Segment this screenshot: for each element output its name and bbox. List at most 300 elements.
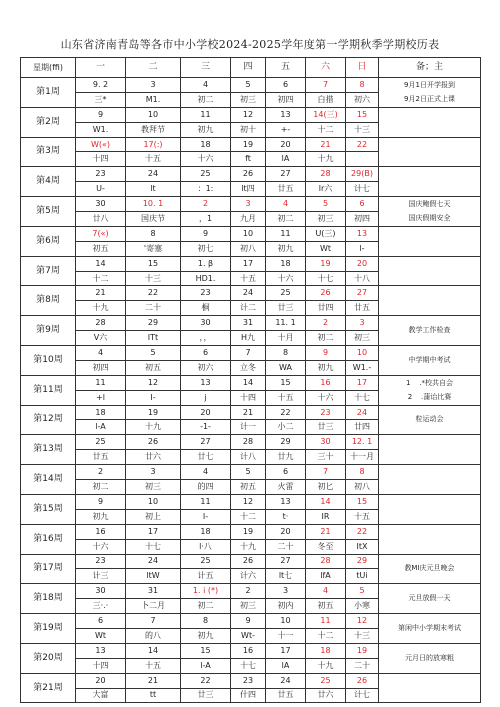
lunar-cell-mon: 大富: [76, 689, 126, 704]
lunar-cell-thu: 初八: [231, 242, 266, 257]
date-cell-tue: 3: [126, 465, 181, 480]
lunar-cell-wed: 十六: [181, 152, 231, 167]
lunar-cell-wed: 初九: [181, 629, 231, 644]
date-cell-fri: 22: [266, 406, 306, 421]
lunar-cell-mon: 十六: [76, 540, 126, 555]
lunar-cell-mon: l-A: [76, 420, 126, 435]
remarks-cell: [379, 406, 481, 436]
lunar-cell-tue: 教拜节: [126, 123, 181, 138]
date-cell-sun: 8: [346, 465, 379, 480]
remark-line: 元旦放假一天: [408, 594, 451, 603]
date-cell-tue: 26: [126, 435, 181, 450]
remark-line: 教MI庆元旦晚会: [404, 564, 455, 573]
date-cell-sat: 28: [306, 555, 346, 570]
lunar-cell-tue: 十九: [126, 420, 181, 435]
lunar-cell-sat: 十七: [306, 272, 346, 287]
date-cell-sat: 16: [306, 376, 346, 391]
lunar-cell-wed: 初七: [181, 242, 231, 257]
date-cell-wed: 11: [181, 108, 231, 123]
lunar-cell-sat: 十二: [306, 123, 346, 138]
lunar-cell-wed: 的四: [181, 480, 231, 495]
page-title: 山东省济南青岛等各市中小学校2024-2025学年度第一学期秋季学期校历表: [60, 38, 440, 51]
date-cell-sat: 18: [306, 644, 346, 659]
date-cell-tue: 8: [126, 227, 181, 242]
lunar-cell-mon: W1.: [76, 123, 126, 138]
date-cell-wed: 22: [181, 674, 231, 689]
remarks-cell: [379, 376, 481, 406]
date-cell-sun: 17: [346, 376, 379, 391]
date-cell-thu: 31: [231, 316, 266, 331]
remark-line: 粒运动会: [415, 415, 444, 424]
date-cell-mon: 9: [76, 108, 126, 123]
lunar-cell-fri: 火雷: [266, 480, 306, 495]
lunar-cell-sun: 十五: [346, 510, 379, 525]
lunar-cell-fri: +-: [266, 123, 306, 138]
date-cell-sun: 22: [346, 138, 379, 153]
date-cell-mon: 18: [76, 406, 126, 421]
date-cell-mon: 9. 2: [76, 78, 126, 93]
lunar-cell-sat: 初匕: [306, 480, 346, 495]
lunar-cell-thu: 计八: [231, 450, 266, 465]
date-cell-sun: 12. 1: [346, 435, 379, 450]
date-cell-sat: 26: [306, 286, 346, 301]
lunar-cell-wed: l·八: [181, 540, 231, 555]
week-label: 第14周: [21, 465, 76, 495]
header-sun: 日: [346, 58, 379, 78]
date-cell-mon: W(«): [76, 138, 126, 153]
date-cell-tue: 22: [126, 286, 181, 301]
date-cell-sun: 29(B): [346, 167, 379, 182]
lunar-cell-sun: l-: [346, 242, 379, 257]
lunar-cell-wed: -1-: [181, 420, 231, 435]
date-cell-tue: 19: [126, 406, 181, 421]
date-cell-sat: 11: [306, 614, 346, 629]
lunar-cell-sun: ItX: [346, 540, 379, 555]
lunar-cell-mon: 三*: [76, 93, 126, 108]
lunar-cell-mon: U-: [76, 182, 126, 197]
date-cell-sun: 3: [346, 316, 379, 331]
date-cell-mon: 4: [76, 346, 126, 361]
lunar-cell-sat: 十九: [306, 152, 346, 167]
lunar-cell-mon: 计三: [76, 569, 126, 584]
date-cell-tue: 14: [126, 644, 181, 659]
date-cell-wed: 8: [181, 614, 231, 629]
week-label: 第7周: [21, 257, 76, 287]
lunar-cell-fri: t·: [266, 510, 306, 525]
lunar-cell-thu: lt四: [231, 182, 266, 197]
header-wed: 三: [181, 58, 231, 78]
date-cell-tue: 31: [126, 584, 181, 599]
week-label: 第19周: [21, 614, 76, 644]
date-cell-mon: 30: [76, 584, 126, 599]
date-cell-sun: 15: [346, 495, 379, 510]
lunar-cell-mon: V六: [76, 331, 126, 346]
date-cell-thu: 2: [231, 584, 266, 599]
lunar-cell-sat: 冬至: [306, 540, 346, 555]
lunar-cell-fri: 初九: [266, 242, 306, 257]
date-cell-thu: 10: [231, 227, 266, 242]
date-cell-sat: 5: [306, 197, 346, 212]
date-cell-wed: 23: [181, 286, 231, 301]
week-label: 第18周: [21, 584, 76, 614]
lunar-cell-fri: lA: [266, 659, 306, 674]
date-cell-sat: 21: [306, 525, 346, 540]
lunar-cell-fri: 廿三: [266, 301, 306, 316]
lunar-cell-thu: 初三: [231, 93, 266, 108]
date-cell-tue: 17: [126, 525, 181, 540]
lunar-cell-sun: 十三: [346, 123, 379, 138]
date-cell-mon: 21: [76, 286, 126, 301]
header-mon: 一: [76, 58, 126, 78]
lunar-cell-sat: lfA: [306, 569, 346, 584]
date-cell-fri: 25: [266, 286, 306, 301]
date-cell-wed: 18: [181, 525, 231, 540]
lunar-cell-tue: M1.: [126, 93, 181, 108]
week-label: 第15周: [21, 495, 76, 525]
lunar-cell-tue: 廿六: [126, 450, 181, 465]
lunar-cell-fri: 廿五: [266, 689, 306, 704]
date-cell-tue: 7: [126, 614, 181, 629]
lunar-cell-sat: IR: [306, 510, 346, 525]
lunar-cell-thu: 初五: [231, 480, 266, 495]
date-cell-sat: 7: [306, 465, 346, 480]
date-cell-sat: 14(三): [306, 108, 346, 123]
date-cell-mon: 11: [76, 376, 126, 391]
week-label: 第1周: [21, 78, 76, 108]
remarks-cell: [379, 346, 481, 376]
lunar-cell-mon: 十二: [76, 272, 126, 287]
date-cell-mon: 16: [76, 525, 126, 540]
week-label: 第2周: [21, 108, 76, 138]
lunar-cell-mon: 初五: [76, 242, 126, 257]
lunar-cell-thu: H九: [231, 331, 266, 346]
week-label: 第3周: [21, 138, 76, 168]
lunar-cell-wed: j: [181, 391, 231, 406]
lunar-cell-sun: 廿四: [346, 420, 379, 435]
lunar-cell-thu: 计二: [231, 301, 266, 316]
lunar-cell-wed: 廿七: [181, 450, 231, 465]
lunar-cell-thu: 十七: [231, 659, 266, 674]
lunar-cell-wed: 初六: [181, 361, 231, 376]
date-cell-wed: 1. β: [181, 257, 231, 272]
date-cell-fri: 17: [266, 644, 306, 659]
remark-line: 9月1日开学报到: [404, 80, 455, 89]
date-cell-sat: 14: [306, 495, 346, 510]
lunar-cell-sun: 初八: [346, 480, 379, 495]
lunar-cell-sat: 廿六: [306, 689, 346, 704]
lunar-cell-sat: 十九: [306, 659, 346, 674]
date-cell-mon: 28: [76, 316, 126, 331]
lunar-cell-sat: 廿四: [306, 301, 346, 316]
lunar-cell-sat: 廿三: [306, 420, 346, 435]
remarks-cell: [379, 167, 481, 197]
lunar-cell-tue: 十五: [126, 152, 181, 167]
date-cell-sun: 20: [346, 257, 379, 272]
lunar-cell-tue: 国庆节: [126, 212, 181, 227]
date-cell-sun: 26: [346, 674, 379, 689]
date-cell-tue: 10: [126, 108, 181, 123]
date-cell-mon: 6: [76, 614, 126, 629]
lunar-cell-tue: 十七: [126, 540, 181, 555]
lunar-cell-wed: 计五: [181, 569, 231, 584]
lunar-cell-tue: 十五: [126, 659, 181, 674]
date-cell-sat: 2: [306, 316, 346, 331]
date-cell-wed: 27: [181, 435, 231, 450]
date-cell-thu: 14: [231, 376, 266, 391]
date-cell-sun: 15: [346, 108, 379, 123]
date-cell-tue: 3: [126, 78, 181, 93]
lunar-cell-fri: 二十: [266, 540, 306, 555]
lunar-cell-sat: 十六: [306, 391, 346, 406]
date-cell-tue: 24: [126, 555, 181, 570]
lunar-cell-fri: lt七: [266, 569, 306, 584]
lunar-cell-mon: 初九: [76, 510, 126, 525]
lunar-cell-mon: 三·.·: [76, 599, 126, 614]
date-cell-mon: 14: [76, 257, 126, 272]
date-cell-sun: 8: [346, 78, 379, 93]
header-week: 星期(ffi): [21, 58, 76, 78]
lunar-cell-sun: 二十: [346, 659, 379, 674]
date-cell-sat: 19: [306, 257, 346, 272]
remark-line: 1 .*校共自会: [405, 378, 454, 387]
date-cell-wed: 18: [181, 138, 231, 153]
date-cell-tue: 24: [126, 167, 181, 182]
lunar-cell-sun: 计七: [346, 689, 379, 704]
lunar-cell-sun: 廿五: [346, 301, 379, 316]
week-label: 第20周: [21, 644, 76, 674]
date-cell-wed: 4: [181, 78, 231, 93]
lunar-cell-wed: 廿三: [181, 689, 231, 704]
date-cell-fri: 8: [266, 346, 306, 361]
week-label: 第8周: [21, 286, 76, 316]
date-cell-fri: 10: [266, 614, 306, 629]
lunar-cell-fri: 小二: [266, 420, 306, 435]
remarks-cell: [379, 644, 481, 674]
date-cell-fri: 13: [266, 108, 306, 123]
week-label: 第11周: [21, 376, 76, 406]
lunar-cell-sat: 初九: [306, 361, 346, 376]
date-cell-sun: 22: [346, 525, 379, 540]
remarks-cell: [379, 525, 481, 555]
lunar-cell-fri: 十六: [266, 272, 306, 287]
lunar-cell-wed: l-A: [181, 659, 231, 674]
date-cell-mon: 20: [76, 674, 126, 689]
remark-line: 国庆鲍假七天: [408, 200, 451, 209]
date-cell-tue: 10: [126, 495, 181, 510]
date-cell-thu: 21: [231, 406, 266, 421]
date-cell-sun: 12: [346, 614, 379, 629]
date-cell-tue: 12: [126, 376, 181, 391]
date-cell-wed: 25: [181, 555, 231, 570]
lunar-cell-thu: 十九: [231, 540, 266, 555]
date-cell-fri: 29: [266, 435, 306, 450]
lunar-cell-sun: [346, 152, 379, 167]
date-cell-thu: 16: [231, 644, 266, 659]
lunar-cell-thu: 初十: [231, 123, 266, 138]
date-cell-wed: 4: [181, 465, 231, 480]
lunar-cell-mon: 初二: [76, 480, 126, 495]
lunar-cell-sun: 十三: [346, 629, 379, 644]
remarks-cell: [379, 674, 481, 704]
lunar-cell-sun: tUi: [346, 569, 379, 584]
date-cell-thu: 5: [231, 465, 266, 480]
week-label: 第5周: [21, 197, 76, 227]
date-cell-wed: 25: [181, 167, 231, 182]
week-label: 第4周: [21, 167, 76, 197]
lunar-cell-wed: 初二: [181, 93, 231, 108]
date-cell-sun: 13: [346, 227, 379, 242]
lunar-cell-sat: 白措: [306, 93, 346, 108]
lunar-cell-tue: tt: [126, 689, 181, 704]
lunar-cell-sun: 十八: [346, 272, 379, 287]
date-cell-wed: 9: [181, 227, 231, 242]
lunar-cell-sat: 十二: [306, 629, 346, 644]
remarks-cell: [379, 108, 481, 138]
lunar-cell-thu: 计一: [231, 420, 266, 435]
lunar-cell-sat: 初五: [306, 599, 346, 614]
remark-line: 教学工作检查: [408, 326, 451, 335]
date-cell-mon: 9: [76, 495, 126, 510]
date-cell-sat: 9: [306, 346, 346, 361]
lunar-cell-tue: I-: [126, 391, 181, 406]
remarks-cell: [379, 138, 481, 168]
lunar-cell-tue: ltW: [126, 569, 181, 584]
lunar-cell-thu: 十四: [231, 391, 266, 406]
date-cell-sat: U(三): [306, 227, 346, 242]
remarks-cell: [379, 257, 481, 287]
lunar-cell-mon: 十九: [76, 301, 126, 316]
date-cell-thu: 3: [231, 197, 266, 212]
week-label: 第10周: [21, 346, 76, 376]
date-cell-wed: 30: [181, 316, 231, 331]
header-tue: 二: [126, 58, 181, 78]
lunar-cell-wed: I-: [181, 510, 231, 525]
lunar-cell-thu: 什四: [231, 689, 266, 704]
lunar-cell-tue: 初三: [126, 480, 181, 495]
lunar-cell-thu: 十二: [231, 510, 266, 525]
lunar-cell-fri: 廿九: [266, 450, 306, 465]
date-cell-thu: 5: [231, 78, 266, 93]
date-cell-tue: 17(:): [126, 138, 181, 153]
lunar-cell-mon: 十四: [76, 152, 126, 167]
lunar-cell-sat: Wt: [306, 242, 346, 257]
remarks-cell: [379, 197, 481, 227]
lunar-cell-fri: 十五: [266, 391, 306, 406]
date-cell-sat: 7: [306, 78, 346, 93]
date-cell-thu: 23: [231, 674, 266, 689]
lunar-cell-fri: 十月: [266, 331, 306, 346]
lunar-cell-thu: 十五: [231, 272, 266, 287]
remarks-cell: [379, 465, 481, 495]
date-cell-sat: 21: [306, 138, 346, 153]
lunar-cell-fri: WA: [266, 361, 306, 376]
date-cell-sat: 23: [306, 406, 346, 421]
lunar-cell-thu: 立冬: [231, 361, 266, 376]
date-cell-tue: 10. 1: [126, 197, 181, 212]
lunar-cell-sat: 初二: [306, 331, 346, 346]
lunar-cell-sun: 计七: [346, 182, 379, 197]
week-label: 第21周: [21, 674, 76, 704]
date-cell-mon: 13: [76, 644, 126, 659]
lunar-cell-sat: lr六: [306, 182, 346, 197]
remarks-cell: [379, 495, 481, 525]
date-cell-fri: 3: [266, 584, 306, 599]
lunar-cell-sun: 初六: [346, 93, 379, 108]
lunar-cell-thu: 计六: [231, 569, 266, 584]
lunar-cell-sun: W1.-: [346, 361, 379, 376]
lunar-cell-fri: 初四: [266, 93, 306, 108]
lunar-cell-thu: Wt-: [231, 629, 266, 644]
date-cell-fri: 24: [266, 674, 306, 689]
week-label: 第17周: [21, 555, 76, 585]
lunar-cell-sat: 初三: [306, 212, 346, 227]
lunar-cell-mon: 廿八: [76, 212, 126, 227]
remarks-cell: [379, 555, 481, 585]
date-cell-fri: 6: [266, 78, 306, 93]
date-cell-fri: 20: [266, 525, 306, 540]
lunar-cell-tue: 二十: [126, 301, 181, 316]
lunar-cell-tue: '寄塞: [126, 242, 181, 257]
remarks-cell: [379, 316, 481, 346]
date-cell-tue: 29: [126, 316, 181, 331]
remark-line: 2 .蒲诒比赛: [407, 392, 452, 401]
date-cell-fri: 13: [266, 495, 306, 510]
lunar-cell-fri: 十一: [266, 629, 306, 644]
lunar-cell-sun: 小寒: [346, 599, 379, 614]
remarks-cell: [379, 614, 481, 644]
lunar-cell-wed: 桐: [181, 301, 231, 316]
date-cell-sun: 5: [346, 584, 379, 599]
calendar-table: [20, 57, 481, 703]
date-cell-sun: 19: [346, 644, 379, 659]
remarks-cell: [379, 584, 481, 614]
lunar-cell-tue: 十三: [126, 272, 181, 287]
date-cell-tue: 21: [126, 674, 181, 689]
date-cell-sun: 29: [346, 555, 379, 570]
header-sat: 六: [306, 58, 346, 78]
lunar-cell-wed: ，，: [181, 331, 231, 346]
remark-line: 9月2日正式上课: [404, 94, 455, 103]
week-label: 第16周: [21, 525, 76, 555]
date-cell-mon: 23: [76, 555, 126, 570]
date-cell-wed: 11: [181, 495, 231, 510]
lunar-cell-wed: 初二: [181, 599, 231, 614]
date-cell-mon: 7(«): [76, 227, 126, 242]
remarks-cell: [379, 227, 481, 257]
date-cell-tue: 15: [126, 257, 181, 272]
lunar-cell-wed: HD1.: [181, 272, 231, 287]
date-cell-thu: 12: [231, 495, 266, 510]
header-thu: 四: [231, 58, 266, 78]
date-cell-mon: 25: [76, 435, 126, 450]
lunar-cell-mon: Wt: [76, 629, 126, 644]
lunar-cell-thu: 初三: [231, 599, 266, 614]
lunar-cell-tue: 初五: [126, 361, 181, 376]
date-cell-sun: 27: [346, 286, 379, 301]
lunar-cell-wed: 初九: [181, 123, 231, 138]
remark-line: 中学期中考试: [408, 355, 451, 364]
header-fri: 五: [266, 58, 306, 78]
date-cell-thu: 19: [231, 525, 266, 540]
lunar-cell-mon: +l: [76, 391, 126, 406]
date-cell-wed: 13: [181, 376, 231, 391]
lunar-cell-sat: 三十: [306, 450, 346, 465]
lunar-cell-fri: lA: [266, 152, 306, 167]
date-cell-fri: 11: [266, 227, 306, 242]
lunar-cell-wed: ：1:: [181, 182, 231, 197]
date-cell-thu: 24: [231, 286, 266, 301]
remark-line: 元月日的放寒粗: [405, 653, 454, 662]
